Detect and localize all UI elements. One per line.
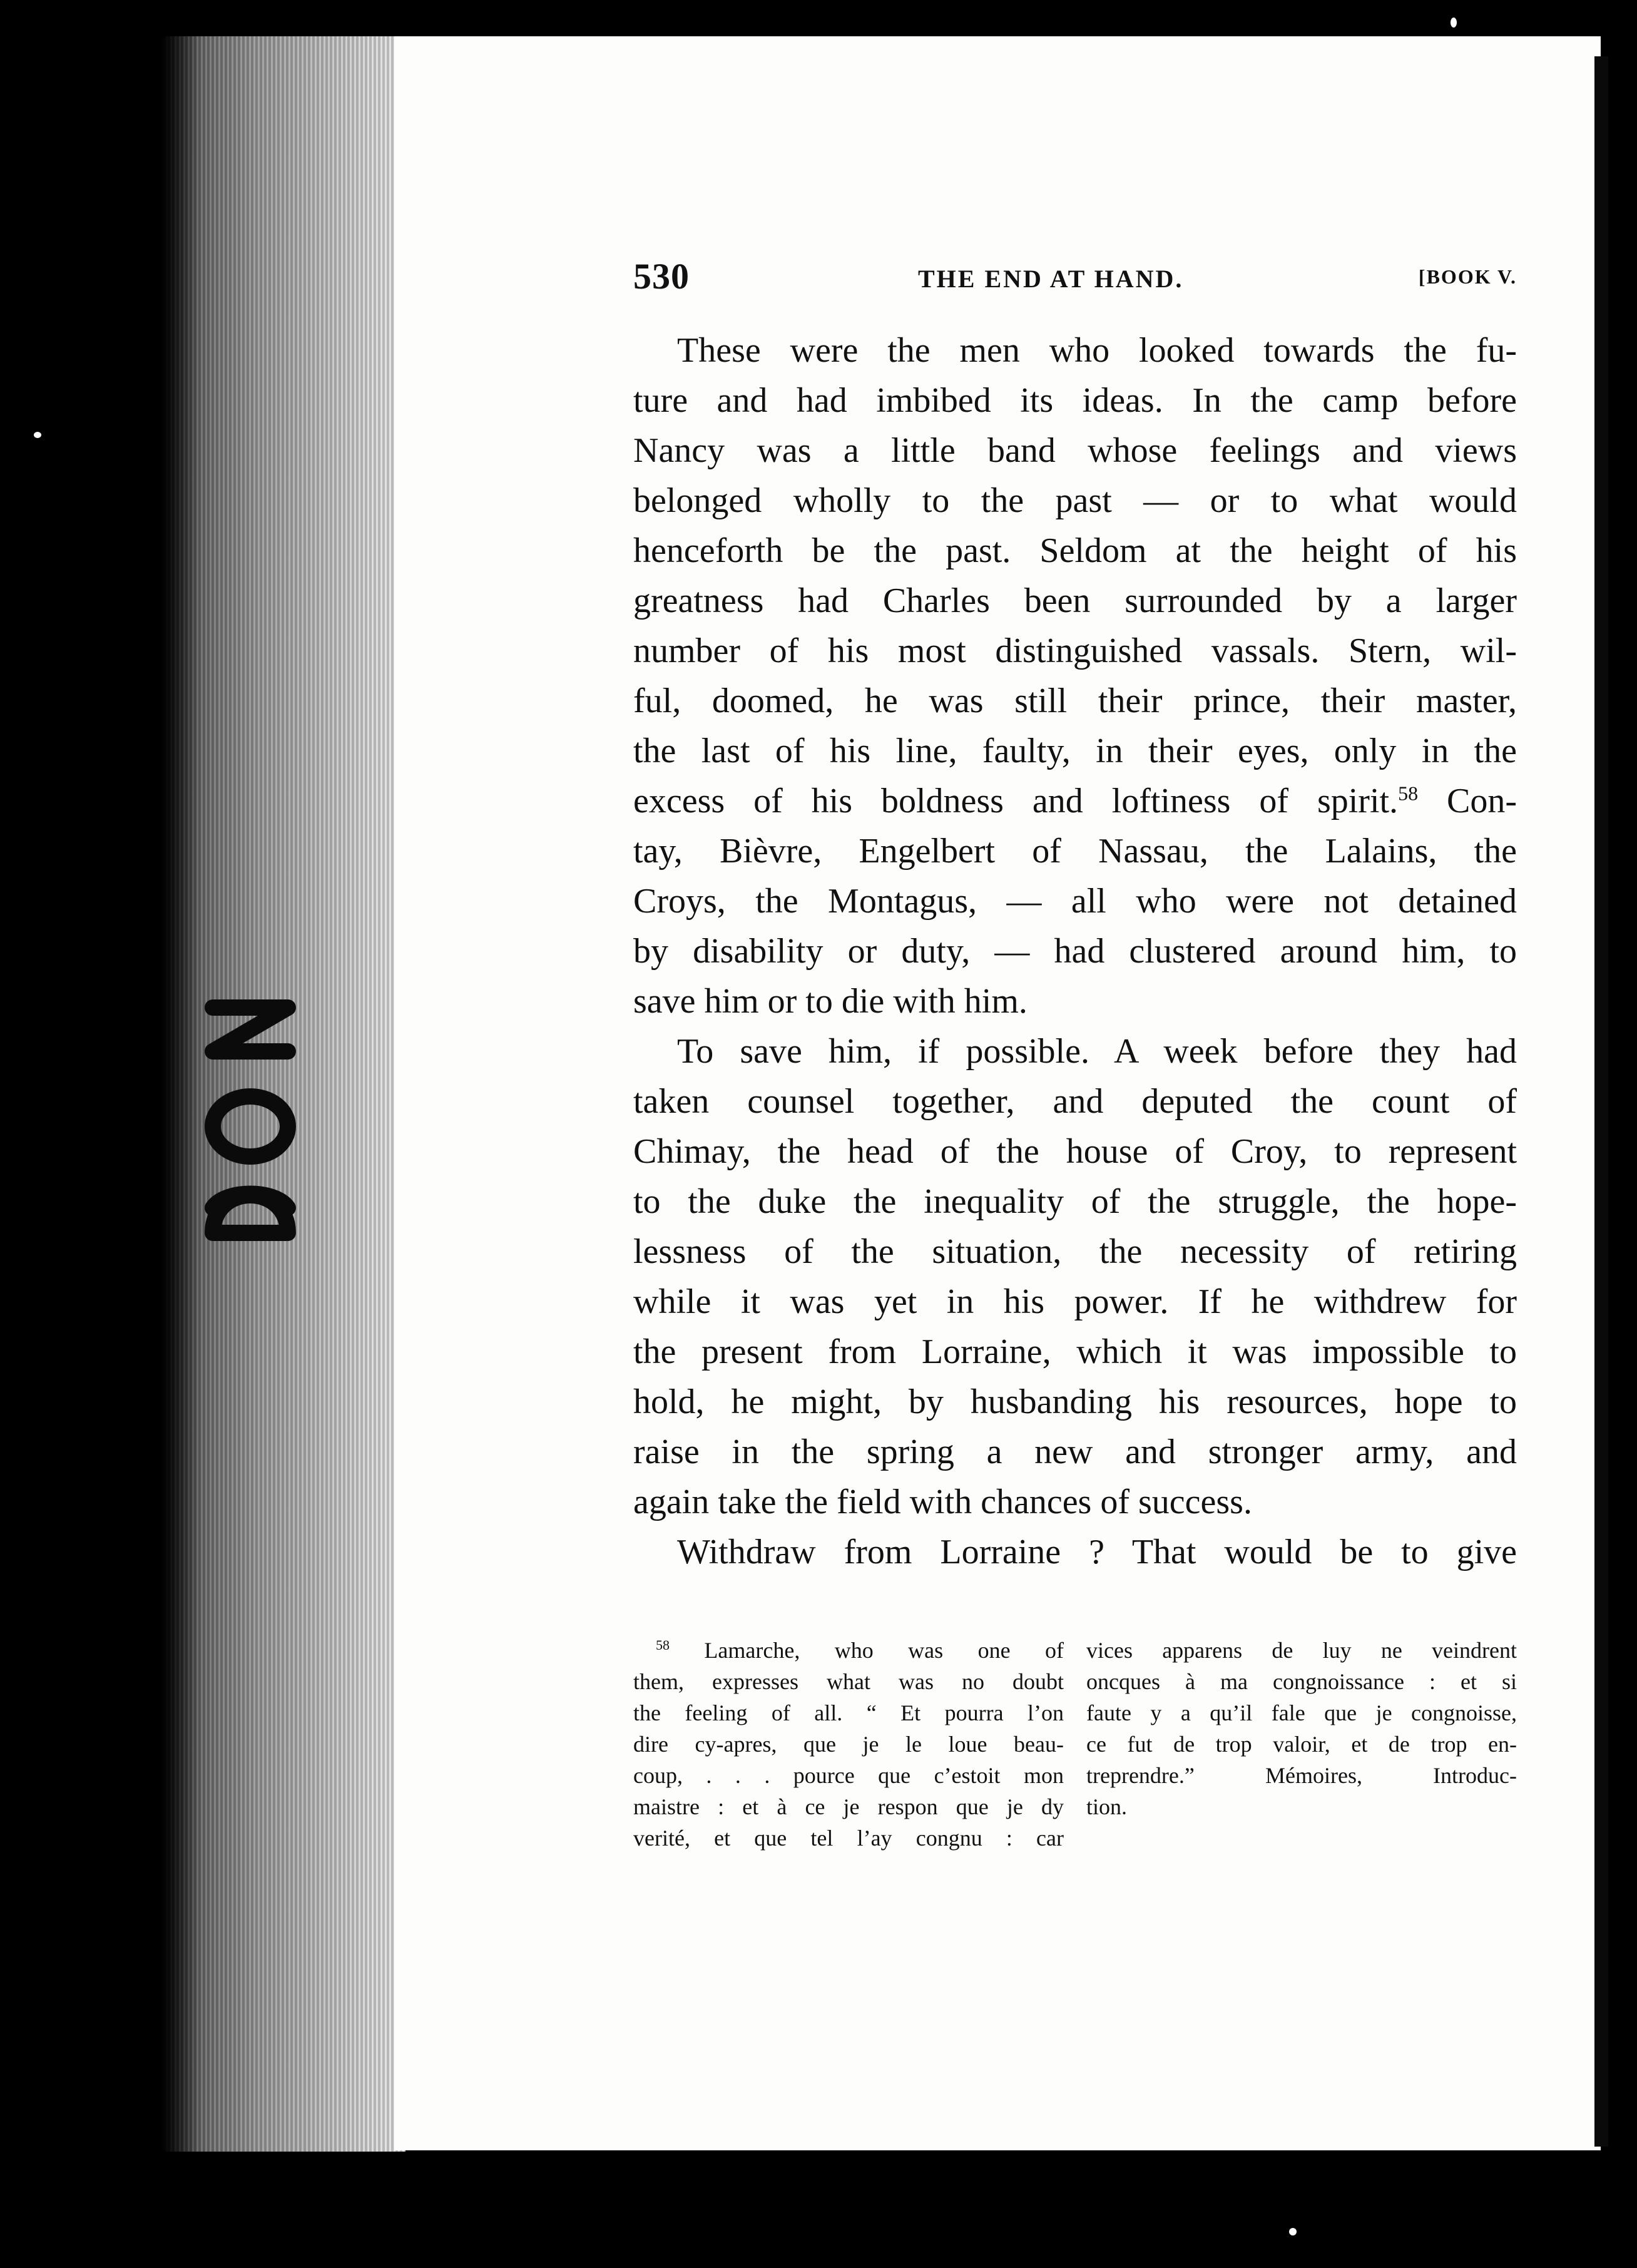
- body-line: Nancy was a little band whose feelings and views: [633, 431, 1517, 470]
- body-line: These were the men who looked towards the fu-: [677, 331, 1517, 370]
- body-line: tay, Bièvre, Engelbert of Nassau, the Lalains, the: [633, 832, 1517, 871]
- footnotes: [633, 1635, 1517, 1898]
- footnote-line: treprendre.” Mémoires, Introduc-: [1086, 1763, 1517, 1788]
- page-number: 530: [633, 256, 690, 297]
- footnote-line: maistre : et à ce je respon que je dy: [633, 1794, 1064, 1819]
- footnote-line: dire cy-apres, que je le loue beau-: [633, 1732, 1064, 1757]
- body-line: henceforth be the past. Seldom at the height of his: [633, 531, 1517, 570]
- scan-speck: [34, 432, 41, 438]
- body-line: the present from Lorraine, which it was impossible to: [633, 1332, 1517, 1371]
- footnote-line: the feeling of all. “ Et pourra l’on: [633, 1700, 1064, 1725]
- page-right-edge: [1594, 56, 1608, 2147]
- body-line: while it was yet in his power. If he withdrew for: [633, 1282, 1517, 1321]
- body-line: Chimay, the head of the house of Croy, to represent: [633, 1132, 1517, 1171]
- body-line: to the duke the inequality of the struggle, the hope-: [633, 1182, 1517, 1221]
- body-line: ture and had imbibed its ideas. In the camp before: [633, 381, 1517, 420]
- footnote-line: tion.: [1086, 1794, 1128, 1819]
- footnote-line: [633, 1635, 1064, 1666]
- body-line-with-footnote-ref: [633, 776, 1517, 826]
- body-line: greatness had Charles been surrounded by a larger: [633, 581, 1517, 620]
- footnote-reference: 58: [1398, 782, 1419, 805]
- body-line: raise in the spring a new and stronger army, and: [633, 1433, 1517, 1471]
- footnote-line: faute y a qu’il fale que je congnoisse,: [1086, 1700, 1517, 1725]
- footnote-line: oncques à ma congnoissance : et si: [1086, 1669, 1517, 1694]
- footnote-line-text: Lamarche, who was one of: [670, 1638, 1064, 1663]
- body-line: number of his most distinguished vassals. Stern, wil-: [633, 631, 1517, 670]
- footnote-column-right: [1086, 1635, 1517, 1822]
- footnote-line: ce fut de trop valoir, et de trop en-: [1086, 1732, 1517, 1757]
- body-line: save him or to die with him.: [633, 982, 1028, 1021]
- running-title: THE END AT HAND.: [918, 265, 1184, 293]
- running-header: [633, 255, 1517, 299]
- body-line: belonged wholly to the past — or to what would: [633, 481, 1517, 520]
- body-line: To save him, if possible. A week before they had: [677, 1032, 1517, 1071]
- book-label: [BOOK V.: [1418, 265, 1517, 288]
- body-line: lessness of the situation, the necessity of retiring: [633, 1232, 1517, 1271]
- footnote-line: them, expresses what was no doubt: [633, 1669, 1064, 1694]
- body-text: [633, 325, 1517, 1577]
- body-line: ful, doomed, he was still their prince, their master,: [633, 682, 1517, 720]
- body-line-text: excess of his boldness and loftiness of spirit.: [633, 782, 1399, 820]
- body-line: by disability or duty, — had clustered around him, to: [633, 932, 1517, 971]
- body-line: hold, he might, by husbanding his resources, hope to: [633, 1382, 1517, 1421]
- body-line: Withdraw from Lorraine ? That would be to give: [677, 1533, 1517, 1571]
- scan-speck: [1289, 2228, 1297, 2235]
- edge-stamp-lettering: [188, 939, 313, 1264]
- body-line: the last of his line, faulty, in their eyes, only in the: [633, 732, 1517, 770]
- body-line: taken counsel together, and deputed the count of: [633, 1082, 1517, 1121]
- footnote-column-left: [633, 1635, 1064, 1854]
- footnote-marker: 58: [656, 1637, 670, 1653]
- footnote-line: coup, . . . pource que c’estoit mon: [633, 1763, 1064, 1788]
- body-line: Croys, the Montagus, — all who were not detained: [633, 882, 1517, 921]
- footnote-line: verité, et que tel l’ay congnu : car: [633, 1826, 1064, 1851]
- body-line-tail: Con-: [1418, 782, 1517, 820]
- body-line: again take the field with chances of success.: [633, 1483, 1252, 1521]
- scan-speck: [1451, 18, 1457, 28]
- footnote-line: vices apparens de luy ne veindrent: [1086, 1638, 1517, 1663]
